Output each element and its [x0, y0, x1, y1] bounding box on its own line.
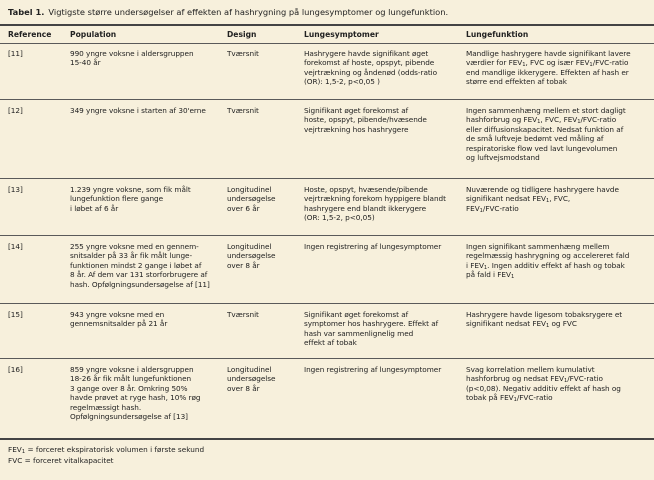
header-reference: Reference — [8, 30, 52, 39]
row-1-reference: [11] — [8, 49, 23, 58]
row-divider — [0, 99, 654, 100]
top-rule — [0, 24, 654, 26]
row-divider — [0, 358, 654, 359]
row-4-function: Ingen signifikant sammenhæng mellem regelmæssig hashrygning og accelereret fald i $FEV_1$. Ingen additiv effekt af hash og tobak på fald i $FEV_1$ — [466, 242, 630, 280]
row-1-population: 990 yngre voksne i aldersgruppen 15-40 år — [70, 49, 194, 68]
row-3-symptoms: Hoste, opspyt, hvæsende/pibende vejrtrækning forekom hyppigere blandt hashrygere end blandt ikkerygere (OR: 1,5-2, p<0,05) — [304, 185, 446, 223]
row-divider — [0, 178, 654, 179]
row-3-reference: [13] — [8, 185, 23, 194]
row-6-reference: [16] — [8, 365, 23, 374]
row-3-design: Longitudinel undersøgelse over 6 år — [227, 185, 276, 213]
bottom-rule — [0, 438, 654, 440]
row-4-design: Longitudinel undersøgelse over 8 år — [227, 242, 276, 270]
row-5-reference: [15] — [8, 310, 23, 319]
row-5-function: Hashrygere havde ligesom tobaksrygere et signifikant nedsat $FEV_1$ og FVC — [466, 310, 623, 329]
row-4-population: 255 yngre voksne med en gennem- snitsalder på 33 år fik målt lunge- funktionen mindst 2 gange i løbet af 8 år. Af dem var 131 storforbrugere af hash. Opfølgningsundersøgelse af [11] — [70, 242, 210, 289]
caption-label: Tabel 1. — [8, 7, 45, 17]
row-2-symptoms: Signifikant øget forekomst af hoste, opspyt, pibende/hvæsende vejrtrækning hos hashrygere — [304, 106, 427, 134]
row-1-symptoms: Hashrygere havde signifikant øget forekomst af hoste, opspyt, pibende vejrtrækning og åndenød (odds-ratio (OR): 1,5-2, p<0,05 ) — [304, 49, 438, 87]
caption-text: Vigtigste større undersøgelser af effekten af hashrygning på lungesymptomer og lungefunktion. — [48, 7, 449, 17]
row-4-symptoms: Ingen registrering af lungesymptomer — [304, 242, 442, 251]
row-2-function: Ingen sammenhæng mellem et stort dagligt hashforbrug og $FEV_1$, FVC, $FEV_1/FVC$-ratio eller diffusionskapacitet. Nedsat funktion af de små luftveje bedømt ved måling af respiratoriske flow ved lavt lungevolumen og luftvejsmodstand — [466, 106, 626, 163]
row-6-symptoms: Ingen registrering af lungesymptomer — [304, 365, 442, 374]
header-design: Design — [227, 30, 257, 39]
footnote-fvc: FVC = forceret vitalkapacitet — [8, 456, 114, 465]
row-5-design: Tværsnit — [227, 310, 259, 319]
row-6-population: 859 yngre voksne i aldersgruppen 18-26 år fik målt lungefunktionen 3 gange over 8 år. Omkring 50% havde prøvet at ryge hash, 10% røg regelmæssigt hash. Opfølgningsundersøgelse af [13] — [70, 365, 201, 422]
header-function: Lungefunktion — [466, 30, 529, 39]
row-3-population: 1.239 yngre voksne, som fik målt lungefunktion flere gange i løbet af 6 år — [70, 185, 191, 213]
footnote-fev1: $FEV_1$ = forceret ekspiratorisk volumen i første sekund — [8, 445, 205, 455]
row-divider — [0, 235, 654, 236]
table-caption — [8, 7, 648, 18]
row-1-design: Tværsnit — [227, 49, 259, 58]
row-3-function: Nuværende og tidligere hashrygere havde signifikant nedsat $FEV_1$, FVC, $FEV_1/FVC$-ratio — [466, 185, 619, 214]
row-divider — [0, 303, 654, 304]
header-symptoms: Lungesymptomer — [304, 30, 379, 39]
row-2-reference: [12] — [8, 106, 23, 115]
row-2-population: 349 yngre voksne i starten af 30'erne — [70, 106, 206, 115]
row-4-reference: [14] — [8, 242, 23, 251]
row-1-function: Mandlige hashrygere havde signifikant lavere værdier for $FEV_1$, FVC og især $FEV_1/FVC$-ratio end mandlige ikkerygere. Effekten af hash er større end effekten af tobak — [466, 49, 631, 87]
header-population: Population — [70, 30, 117, 39]
row-2-design: Tværsnit — [227, 106, 259, 115]
row-5-symptoms: Signifikant øget forekomst af symptomer hos hashrygere. Effekt af hash var sammenlignelig med effekt af tobak — [304, 310, 439, 348]
row-6-design: Longitudinel undersøgelse over 8 år — [227, 365, 276, 393]
row-6-function: Svag korrelation mellem kumulativt hashforbrug og nedsat $FEV_1/FVC$-ratio (p<0,08). Negativ additiv effekt af hash og tobak på $FEV_1/FVC$-ratio — [466, 365, 621, 403]
header-rule — [0, 43, 654, 44]
row-5-population: 943 yngre voksne med en gennemsnitsalder på 21 år — [70, 310, 168, 329]
